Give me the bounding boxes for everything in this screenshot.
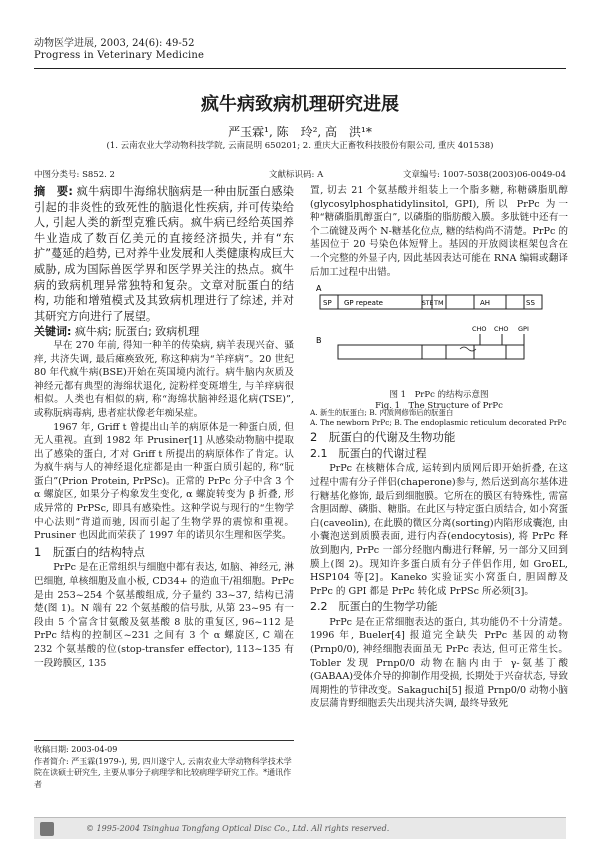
affiliation: (1. 云南农业大学动物科技学院, 云南昆明 650201; 2. 重庆大正畜牧科技股份有限公司, 重庆 401538) (106, 141, 494, 151)
author-bio: 作者简介: 严玉霖(1979-), 男, 四川遂宁人, 云南农业大学动物科学技术学院在读硕士研究生, 主要从事分子病理学和比较病理学研究工作。*通讯作者 (34, 756, 292, 789)
section-2-heading: 2 朊蛋白的代谢及生物功能 (310, 430, 456, 445)
header-rule (34, 68, 566, 69)
continued-paragraph: 置, 切去 21 个氨基酸并组装上一个脂多糖, 称糖磷脂肌醇(glycosylphosphatidylinsitol, GPI), 所以 PrPc 为一种“糖磷脂肌醇蛋白”, 以磷脂的脂肪酸入膜。多肽链中还有一个二硫键及两个 N-糖基化位点, 糖的结构尚不清楚。PrPc 的基因位于 20 号染色体短臂上。基因的开放阅读框架包含在一个完整的外显子内, 因此基因表达可能在 RNA 编辑或翻译后加工过程中出错。 (310, 185, 568, 278)
seg-ah: AH (480, 299, 491, 308)
intro-paragraph-1: 早在 270 年前, 得知一种羊的传染病, 病羊表现兴奋、骚痒, 共济失调, 最后瘫痪致死, 称这种病为“羊痒病”。20 世纪 80 年代疯牛病(BSE)开始在英国境内流行。病牛脑内灰质及神经元都有典型的海绵状退化, 淀粉样变斑增生, 与羊痒病很相似。人类也有相似的病, 称“海绵状脑神经退化病(TSE)”, 或称朊病毒病, 患者症状像老年痴呆症。 (34, 339, 294, 419)
cho-1-label: CHO (472, 325, 487, 334)
figure-1 (310, 281, 568, 411)
authors: 严玉霖¹, 陈 玲², 高 洪¹* (228, 125, 372, 139)
copyright-text: © 1995-2004 Tsinghua Tongfang Optical Disc Co., Ltd. All rights reserved. (86, 824, 390, 833)
bar-b (338, 345, 524, 359)
figure-legend-en: A. The newborn PrPc; B. The endoplasmic reticulum decorated PrPc (310, 418, 567, 428)
section-2-1-heading: 2.1 朊蛋白的代谢过程 (310, 446, 427, 460)
gpi-label: GPI (518, 325, 529, 334)
prp-structure-diagram (310, 281, 568, 405)
document-code: 文献标识码: A (269, 170, 324, 180)
seg-ss: SS (526, 299, 535, 308)
seg-tm: TM (434, 299, 444, 308)
seg-ste: STE (422, 300, 434, 308)
right-column (310, 184, 568, 711)
abstract (34, 184, 294, 324)
journal-header (34, 38, 204, 62)
section-1-heading: 1 朊蛋白的结构特点 (34, 544, 145, 559)
journal-english-title: Progress in Veterinary Medicine (34, 50, 205, 61)
abstract-label: 摘 要: (34, 185, 73, 198)
seg-sp: SP (323, 299, 332, 308)
label-a: A (316, 284, 322, 294)
section-2-2-text: PrPc 是在正常细胞表达的蛋白, 其功能仍不十分清楚。1996 年, Bueler[4] 报道完全缺失 PrPc 基因的动物(Prnp0/0), 神经细胞表面虽无 PrPc 表达, 但可正常生长。Tobler 发现 Prnp0/0 动物在脑内由于 γ-氨基丁酸(GABAA)受体介导的抑制作用受损, 长期处于兴奋状态, 导致周期性的节律改变。Sakaguchi[5] 报道 Prnp0/0 动物小脑皮层蒲肯野细胞丢失出现共济失调, 最终导致死 (310, 616, 568, 710)
article-number: 文章编号: 1007-5038(2003)06-0049-04 (403, 170, 566, 180)
journal-citation: 动物医学进展, 2003, 24(6): 49-52 (34, 38, 195, 49)
seg-gp-repeat: GP repeate (344, 299, 383, 308)
publisher-logo-icon (40, 822, 54, 836)
section-1-text: PrPc 是在正常组织与细胞中都有表达, 如脑、神经元, 淋巴细胞, 单核细胞及血小板, CD34+ 的造血干/祖细胞。PrPc 是由 253~254 个氨基酸组成, 分子量约 33~37, 结构已清楚(图 1)。N 端有 22 个氨基酸的信号肽, 从第 23~95 有一段由 5 个富含甘氨酸及氨基酸 8 肽的重复区, 96~112 是 PrPc 结构的控制区~231 之间有 3 个 α 螺旋区, C 端在 232 个氨基酸的位(stop-transfer effector), 113~135 有一段跨膜区, 135 (34, 562, 294, 669)
figure-legend-zh: A. 新生的朊蛋白; B. 内质网修饰后的朊蛋白 (310, 408, 454, 418)
section-2-1-text: PrPc 在核糖体合成, 运转到内质网后即开始折叠, 在这过程中需有分子伴侣(chaperone)参与, 然后送到高尔基体进行糖基化修饰, 最后到细胞膜。它所在的膜区有特殊性, 需富含胆固醇、磷脂、糖脂。在此区与特定蛋白质结合, 如小窝蛋白(caveolin), 在此膜的微区分离(sorting)内陷形成囊泡, 由小囊泡送到质膜表面, 进行内吞(endocytosis), 将 PrPc 释放到胞内, PrPc 一部分经胞内酶进行释解, 另一部分又回到膜上(图 2)。现知许多蛋白质有分子伴侣作用, 如 GroEL, HSP104 等[2]。Kaneko 实验证实小窝蛋白, 胆固醇及 PrPc 的 GPI 都是 PrPc 转化成 PrPSc 所必须[3]。 (310, 463, 568, 597)
figure-caption-zh: 图 1 PrPc 的结构示意图 (389, 389, 489, 400)
intro-paragraph-2: 1967 年, Griff t 曾提出山羊的病原体是一种蛋白质, 但无人重视。直到 1982 年 Prusiner[1] 从感染动物脑中提取出了感染的蛋白, 才对 Griff t 所提出的病原体作了肯定。认为疯牛病与人的神经退化症都是由一种蛋白质引起的, 称“朊蛋白”(Prion Protein, PrPSc)。正常的 PrPc 分子中含 3 个 α 螺旋区, 如果分子构象发生变化, α 螺旋转变为 β 折叠, 形成异常的 PrPSc, 即具有感染性。这种学说与现行的“生物学中心法则”背道而驰, 因而引起了生物学界的震惊和重视。Prusiner 也因此而荣获了 1997 年的诺贝尔生理和医学奖。 (34, 421, 294, 542)
article-title: 疯牛病致病机理研究进展 (201, 94, 399, 115)
left-column (34, 184, 294, 670)
bottom-copyright-bar (34, 817, 566, 839)
section-2-2-heading: 2.2 朊蛋白的生物学功能 (310, 600, 438, 614)
abstract-text: 疯牛病即牛海绵状脑病是一种由朊蛋白感染引起的非炎性的致死性的脑退化性疾病, 并可传染给人, 引起人类的新型克雅氏病。疯牛病已经给英国养牛业造成了数百亿美元的直接经济损失, 并有“东扩”蔓延的趋势, 已对养牛业发展和人类健康构成巨大威胁, 成为国际兽医学界和医学界关注的热点。疯牛病的致病机理异常独特和复杂。文章对朊蛋白的结构, 功能和增殖模式及其致病机理进行了综述, 并对其研究方向进行了展望。 (34, 185, 294, 323)
keywords-label: 关键词: (34, 325, 72, 339)
keywords-text: 疯牛病; 朊蛋白; 致病机理 (74, 325, 200, 339)
cho-2-label: CHO (494, 325, 509, 334)
clc-number: 中图分类号: S852. 2 (34, 170, 115, 180)
keywords (34, 325, 294, 339)
label-b: B (316, 336, 322, 346)
footnote (34, 740, 294, 790)
figure-caption-en: Fig. 1 The Structure of PrPc (375, 400, 503, 411)
received-date: 收稿日期: 2003-04-09 (34, 745, 118, 754)
